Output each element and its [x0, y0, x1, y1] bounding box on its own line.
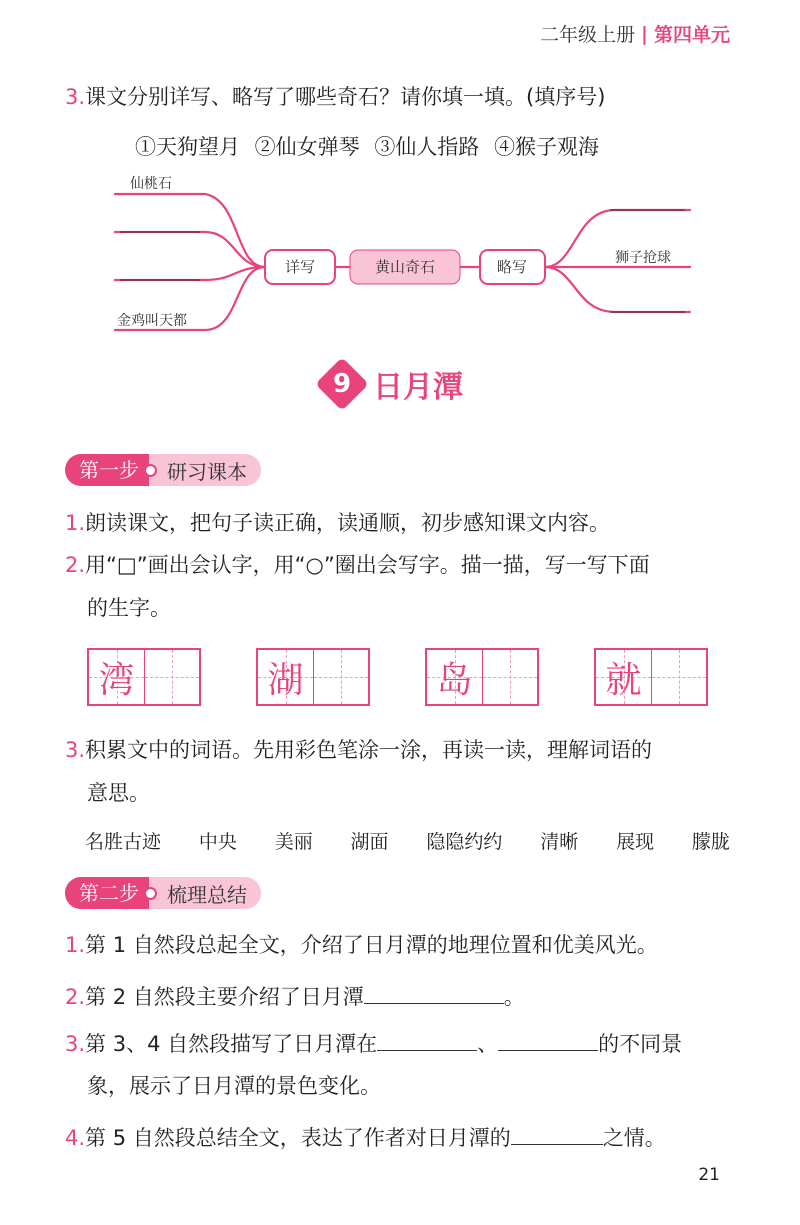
branch-left-2 [115, 232, 265, 267]
item-number: 4. [65, 1126, 86, 1150]
fill-blank[interactable] [377, 1026, 477, 1051]
item-number: 2. [65, 985, 86, 1009]
char-trace: 湖 [267, 659, 304, 701]
fill-blank[interactable] [498, 1026, 598, 1051]
item-text: 积累文中的词语。先用彩色笔涂一涂，再读一读，理解词语的 [85, 738, 653, 762]
item-number: 2. [65, 553, 86, 577]
header-separator: | [641, 22, 648, 45]
item-text: 第 3、4 自然段描写了日月潭在 [85, 1032, 378, 1056]
item-text: 第 1 自然段总起全文，介绍了日月潭的地理位置和优美风光。 [85, 933, 658, 957]
step2-item-3 [65, 1026, 682, 1059]
item-text: 朗读课文，把句子读正确，读通顺，初步感知课文内容。 [85, 511, 611, 535]
step1-item-2-cont: 的生字。 [87, 596, 171, 620]
fill-blank[interactable] [511, 1120, 603, 1145]
step2-badge [65, 877, 261, 909]
step1-label-a: 第一步 [65, 454, 149, 486]
char-box-4[interactable] [594, 648, 708, 706]
leaf-left-top: 仙桃石 [130, 176, 172, 192]
vocab-word[interactable]: 名胜古迹 [85, 831, 162, 853]
step1-item-3 [65, 735, 652, 765]
step1-item-2 [65, 550, 650, 580]
leaf-left-bottom: 金鸡叫天都 [117, 313, 187, 329]
item-number: 3. [65, 1032, 86, 1056]
step1-label-b: 研习课本 [167, 459, 247, 484]
lesson-title-block [323, 362, 463, 406]
vocab-word-list [85, 827, 730, 854]
step1-item-3-cont: 意思。 [87, 781, 150, 805]
step2-label-b: 梳理总结 [167, 882, 247, 907]
lesson-title: 日月潭 [373, 370, 463, 405]
q3-top [65, 82, 605, 112]
q3-top-number: 3. [65, 85, 86, 109]
unit-label: 第四单元 [653, 24, 730, 46]
item-text: 的不同景 [598, 1032, 683, 1056]
char-box-2[interactable] [256, 648, 370, 706]
q3-options: ①天狗望月 ②仙女弹琴 ③仙人指路 ④猴子观海 [135, 135, 600, 159]
step1-badge [65, 454, 261, 486]
step1-dot [144, 464, 157, 477]
q3-top-text: 课文分别详写、略写了哪些奇石？请你填一填。(填序号) [85, 85, 606, 109]
char-box-1[interactable] [87, 648, 201, 706]
fill-blank[interactable] [364, 979, 504, 1004]
vocab-word[interactable]: 清晰 [540, 831, 579, 853]
lesson-number: 9 [332, 369, 352, 399]
step2-item-3-cont: 象，展示了日月潭的景色变化。 [87, 1074, 381, 1098]
mind-map [95, 170, 715, 340]
item-number: 3. [65, 738, 86, 762]
vocab-word[interactable]: 美丽 [274, 831, 313, 853]
step2-label-a: 第二步 [65, 877, 149, 909]
step2-item-1 [65, 930, 658, 960]
vocab-word[interactable]: 朦胧 [691, 831, 730, 853]
branch-left-3 [115, 267, 265, 280]
item-text: 第 2 自然段主要介绍了日月潭 [85, 985, 364, 1009]
vocab-word[interactable]: 中央 [198, 831, 237, 853]
step2-item-2 [65, 979, 525, 1012]
leaf-right-middle: 狮子抢球 [615, 250, 671, 266]
item-text: 第 5 自然段总结全文，表达了作者对日月潭的 [85, 1126, 511, 1150]
node-right-label: 略写 [496, 258, 528, 276]
vocab-word[interactable]: 隐隐约约 [426, 831, 503, 853]
char-trace: 湾 [98, 659, 135, 701]
step1-item-1 [65, 508, 610, 538]
node-left-label: 详写 [284, 258, 316, 276]
page-header [540, 20, 730, 47]
branch-right-bottom [545, 267, 690, 312]
item-number: 1. [65, 933, 86, 957]
item-number: 1. [65, 511, 86, 535]
lesson-number-badge [315, 357, 369, 411]
char-trace: 岛 [436, 659, 473, 701]
item-text: 之情。 [602, 1126, 666, 1150]
step2-item-4 [65, 1120, 666, 1153]
step2-dot [144, 887, 157, 900]
vocab-word[interactable]: 湖面 [350, 831, 389, 853]
vocab-word[interactable]: 展现 [616, 831, 655, 853]
char-trace: 就 [605, 659, 642, 701]
node-center-label: 黄山奇石 [374, 258, 436, 276]
item-text: 、 [477, 1032, 499, 1056]
grade-label: 二年级上册 [540, 24, 636, 46]
item-text: 用“□”画出会认字，用“○”圈出会写字。描一描，写一写下面 [85, 553, 650, 577]
char-box-3[interactable] [425, 648, 539, 706]
page-number: 21 [698, 1165, 720, 1185]
item-text: 。 [503, 985, 525, 1009]
